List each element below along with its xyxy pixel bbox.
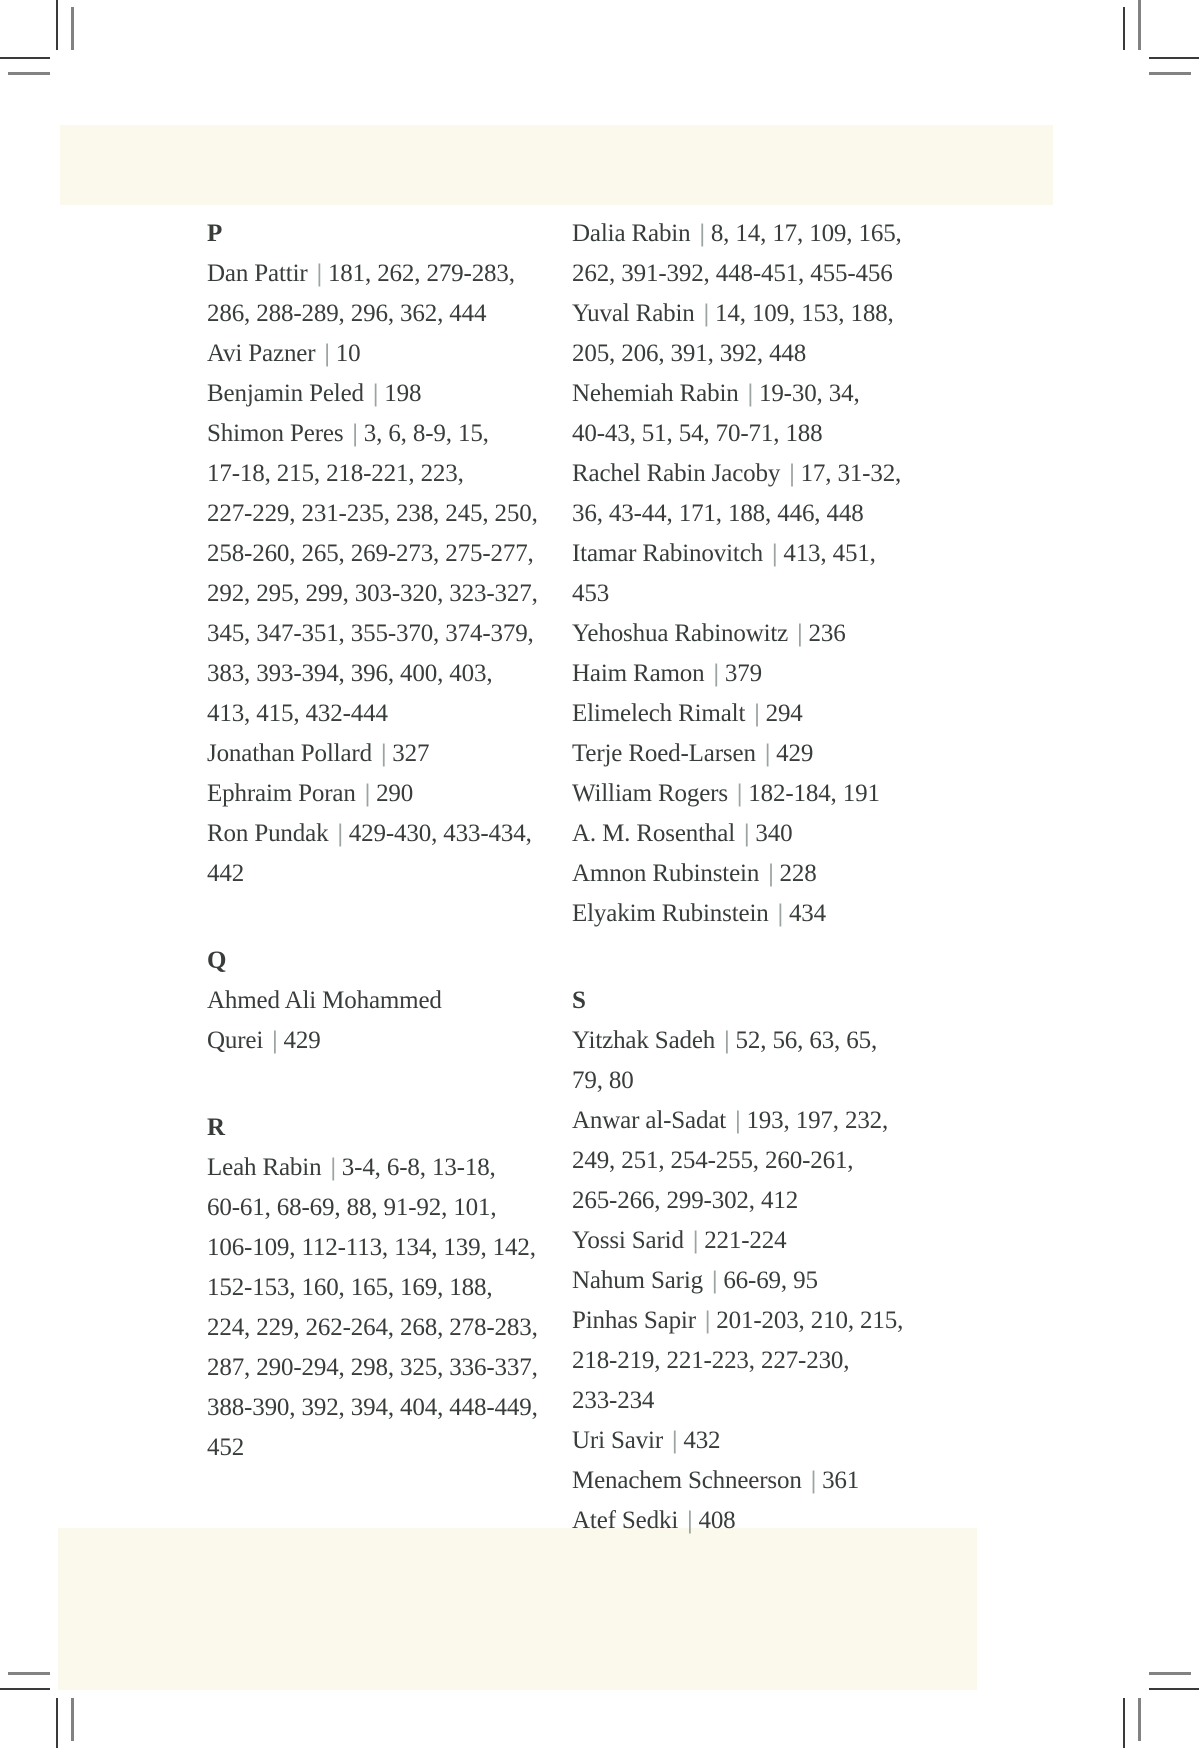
entry-name: Anwar al-Sadat bbox=[572, 1107, 727, 1134]
entry-separator: | bbox=[810, 1467, 817, 1494]
entry-name: Jonathan Pollard bbox=[207, 740, 372, 767]
crop-mark-line bbox=[1149, 72, 1191, 75]
page-ref: 43-44, bbox=[608, 500, 673, 527]
entry-separator: | bbox=[692, 1227, 699, 1254]
entry-separator: | bbox=[777, 900, 783, 927]
entry-name: Ron Pundak bbox=[207, 820, 329, 847]
page-ref: 198 bbox=[384, 380, 422, 407]
page-ref: 152-153, bbox=[207, 1274, 296, 1301]
page-ref: 278-283, bbox=[449, 1314, 538, 1341]
index-entry bbox=[572, 894, 906, 934]
index-column-left bbox=[207, 214, 541, 1468]
entry-name: Yossi Sarid bbox=[572, 1227, 684, 1254]
page-ref: 258-260, bbox=[207, 540, 296, 567]
page-ref: 8-9, bbox=[412, 420, 452, 447]
page-ref: 227-230, bbox=[761, 1347, 850, 1374]
page-ref: 221-223, bbox=[666, 1347, 755, 1374]
entry-name: Shimon Peres bbox=[207, 420, 344, 447]
page-ref: 452 bbox=[207, 1434, 245, 1461]
index-entry bbox=[207, 1148, 541, 1468]
entry-separator: | bbox=[713, 660, 719, 687]
page-ref: 254-255, bbox=[670, 1147, 759, 1174]
page-ref: 392, bbox=[301, 1394, 345, 1421]
entry-separator: | bbox=[703, 300, 710, 327]
entry-pages bbox=[207, 1154, 538, 1461]
page-ref: 393-394, bbox=[256, 660, 345, 687]
crop-mark-line bbox=[71, 1698, 74, 1741]
page-ref: 327 bbox=[392, 740, 430, 767]
page-ref: 17, bbox=[800, 460, 832, 487]
page-ref: 3, bbox=[363, 420, 383, 447]
page-ref: 6-8, bbox=[386, 1154, 426, 1181]
index-entry bbox=[572, 1221, 906, 1261]
page-ref: 265, bbox=[301, 540, 345, 567]
page-ref: 153, bbox=[801, 300, 845, 327]
page-ref: 215, bbox=[860, 1307, 904, 1334]
page-ref: 165, bbox=[350, 1274, 394, 1301]
page-ref: 95 bbox=[793, 1267, 818, 1294]
entry-separator: | bbox=[772, 540, 778, 567]
page-ref: 396, bbox=[350, 660, 394, 687]
page-ref: 70-71, bbox=[715, 420, 780, 447]
page-ref: 413, bbox=[783, 540, 827, 567]
page-ref: 193, bbox=[746, 1107, 790, 1134]
entry-pages bbox=[748, 780, 880, 807]
page-ref: 286, bbox=[207, 300, 251, 327]
scan-band-top bbox=[60, 125, 1053, 205]
page-ref: 448-451, bbox=[715, 260, 805, 287]
page-ref: 249, bbox=[572, 1147, 616, 1174]
index-entry bbox=[572, 1501, 906, 1541]
index-entry bbox=[572, 534, 906, 614]
page-ref: 245, bbox=[445, 500, 489, 527]
entry-name: Pinhas Sapir bbox=[572, 1307, 696, 1334]
entry-name: Yehoshua Rabinowitz bbox=[572, 620, 789, 647]
entry-name: Rachel Rabin Jacoby bbox=[572, 460, 781, 487]
entry-name: Avi Pazner bbox=[207, 340, 316, 367]
page-ref: 31-32, bbox=[837, 460, 902, 487]
crop-mark-line bbox=[1123, 7, 1125, 50]
entry-name: Dalia Rabin bbox=[572, 220, 691, 247]
index-column-right bbox=[572, 214, 906, 1541]
entry-separator: | bbox=[672, 1427, 678, 1454]
page-ref: 101, bbox=[453, 1194, 497, 1221]
page-ref: 160, bbox=[301, 1274, 345, 1301]
page-ref: 391, bbox=[670, 340, 714, 367]
page-ref: 17-18, bbox=[207, 460, 271, 487]
entry-pages bbox=[780, 860, 817, 887]
index-entry bbox=[207, 734, 541, 774]
entry-pages bbox=[207, 420, 538, 727]
entry-name: Ephraim Poran bbox=[207, 780, 356, 807]
page-ref: 362, bbox=[400, 300, 444, 327]
page-ref: 347-351, bbox=[256, 620, 345, 647]
entry-separator: | bbox=[797, 620, 803, 647]
entry-separator: | bbox=[699, 220, 705, 247]
page-ref: 91-92, bbox=[383, 1194, 448, 1221]
page-ref: 299, bbox=[305, 580, 349, 607]
page-ref: 139, bbox=[443, 1234, 487, 1261]
entry-pages bbox=[392, 740, 429, 767]
page-ref: 345, bbox=[207, 620, 251, 647]
page-ref: 181, bbox=[327, 260, 372, 287]
crop-mark-line bbox=[8, 72, 50, 75]
page-ref: 68-69, bbox=[276, 1194, 341, 1221]
page-ref: 294 bbox=[765, 700, 803, 727]
entry-name: Uri Savir bbox=[572, 1427, 663, 1454]
index-entry bbox=[572, 654, 906, 694]
page-ref: 260-261, bbox=[765, 1147, 854, 1174]
page-ref: 112-113, bbox=[301, 1234, 389, 1261]
crop-mark-line bbox=[56, 1698, 58, 1748]
entry-separator: | bbox=[352, 420, 358, 447]
page-ref: 3-4, bbox=[341, 1154, 381, 1181]
entry-name: Elyakim Rubinstein bbox=[572, 900, 769, 927]
page-ref: 432 bbox=[683, 1427, 721, 1454]
index-entry bbox=[572, 614, 906, 654]
page-ref: 218-221, bbox=[326, 460, 415, 487]
entry-pages bbox=[698, 1507, 735, 1534]
entry-pages bbox=[336, 340, 361, 367]
crop-mark-line bbox=[0, 1688, 50, 1690]
page-ref: 403, bbox=[449, 660, 493, 687]
section-heading-q: Q bbox=[207, 947, 227, 974]
page-ref: 299-302, bbox=[666, 1187, 755, 1214]
page-ref: 165, bbox=[858, 220, 902, 247]
entry-separator: | bbox=[330, 1154, 336, 1181]
entry-pages bbox=[723, 1267, 818, 1294]
index-entry bbox=[207, 374, 541, 414]
entry-name: Terje Roed-Larsen bbox=[572, 740, 756, 767]
index-entry bbox=[207, 981, 541, 1061]
page-ref: 10 bbox=[335, 340, 361, 367]
page-ref: 455-456 bbox=[810, 260, 893, 287]
entry-name: A. M. Rosenthal bbox=[572, 820, 736, 847]
index-entry bbox=[207, 254, 541, 334]
index-entry bbox=[572, 774, 906, 814]
page-ref: 221-224 bbox=[704, 1227, 787, 1254]
page-ref: 374-379, bbox=[445, 620, 534, 647]
entry-separator: | bbox=[711, 1267, 718, 1294]
page-ref: 109, bbox=[809, 220, 853, 247]
page-ref: 206, bbox=[621, 340, 665, 367]
crop-mark-line bbox=[1123, 1698, 1125, 1748]
page-ref: 340 bbox=[755, 820, 793, 847]
page-ref: 232, bbox=[844, 1107, 889, 1134]
page-ref: 251, bbox=[621, 1147, 665, 1174]
entry-separator: | bbox=[789, 460, 795, 487]
index-entry bbox=[572, 1101, 906, 1221]
page-ref: 262, bbox=[377, 260, 421, 287]
page-ref: 391-392, bbox=[621, 260, 710, 287]
page-ref: 287, bbox=[207, 1354, 251, 1381]
page-ref: 295, bbox=[256, 580, 300, 607]
entry-pages bbox=[776, 740, 813, 767]
crop-mark-line bbox=[71, 7, 74, 50]
page-ref: 408 bbox=[698, 1507, 736, 1534]
page-ref: 171, bbox=[678, 500, 722, 527]
page-ref: 210, bbox=[810, 1307, 854, 1334]
page-ref: 51, bbox=[641, 420, 673, 447]
page-ref: 224, bbox=[207, 1314, 251, 1341]
page-ref: 14, bbox=[715, 300, 746, 327]
page-ref: 188, bbox=[449, 1274, 493, 1301]
index-entry bbox=[572, 1461, 906, 1501]
entry-pages bbox=[755, 820, 792, 847]
page-ref: 290 bbox=[376, 780, 414, 807]
entry-separator: | bbox=[768, 860, 774, 887]
page-ref: 238, bbox=[396, 500, 440, 527]
page-ref: 392, bbox=[719, 340, 763, 367]
crop-mark-line bbox=[1149, 57, 1199, 59]
page-ref: 228 bbox=[779, 860, 817, 887]
page-ref: 205, bbox=[572, 340, 616, 367]
page-ref: 453 bbox=[572, 580, 610, 607]
index-entry bbox=[572, 1301, 906, 1421]
page-ref: 394, bbox=[350, 1394, 394, 1421]
page-ref: 223, bbox=[420, 460, 464, 487]
section-heading-s: S bbox=[572, 987, 586, 1014]
page-ref: 15, bbox=[457, 420, 489, 447]
page-ref: 429 bbox=[776, 740, 814, 767]
page-ref: 383, bbox=[207, 660, 251, 687]
page-ref: 60-61, bbox=[207, 1194, 271, 1221]
entry-pages bbox=[683, 1427, 720, 1454]
index-entry bbox=[572, 374, 906, 454]
entry-separator: | bbox=[324, 340, 330, 367]
entry-separator: | bbox=[380, 740, 387, 767]
page-ref: 442 bbox=[207, 860, 245, 887]
page-ref: 265-266, bbox=[572, 1187, 661, 1214]
page-ref: 296, bbox=[350, 300, 394, 327]
page-ref: 236 bbox=[808, 620, 846, 647]
page-ref: 14, bbox=[735, 220, 767, 247]
crop-mark-line bbox=[1138, 1698, 1141, 1741]
page-ref: 52, bbox=[735, 1027, 767, 1054]
section-heading-p: P bbox=[207, 220, 223, 247]
page-ref: 36, bbox=[572, 500, 603, 527]
page-ref: 142, bbox=[492, 1234, 536, 1261]
entry-separator: | bbox=[744, 820, 750, 847]
entry-name: Dan Pattir bbox=[207, 260, 308, 287]
index-entry bbox=[572, 734, 906, 774]
page-ref: 134, bbox=[394, 1234, 438, 1261]
page-ref: 400, bbox=[400, 660, 444, 687]
entry-pages bbox=[822, 1467, 859, 1494]
entry-name: William Rogers bbox=[572, 780, 728, 807]
crop-mark-line bbox=[56, 0, 58, 50]
entry-separator: | bbox=[272, 1027, 278, 1054]
entry-name: Benjamin Peled bbox=[207, 380, 364, 407]
entry-pages bbox=[725, 660, 762, 687]
index-entry bbox=[572, 1261, 906, 1301]
entry-pages bbox=[704, 1227, 786, 1254]
entry-separator: | bbox=[372, 380, 379, 407]
page-ref: 19-30, bbox=[758, 380, 823, 407]
index-entry bbox=[572, 214, 906, 294]
page-ref: 109, bbox=[751, 300, 796, 327]
page-ref: 361 bbox=[822, 1467, 860, 1494]
entry-pages bbox=[766, 700, 803, 727]
page-ref: 191 bbox=[842, 780, 880, 807]
page-ref: 279-283, bbox=[426, 260, 515, 287]
index-entry bbox=[572, 1421, 906, 1461]
entry-name: Nehemiah Rabin bbox=[572, 380, 739, 407]
page-ref: 448 bbox=[826, 500, 864, 527]
page-ref: 404, bbox=[400, 1394, 444, 1421]
entry-separator: | bbox=[316, 260, 322, 287]
page-ref: 229, bbox=[256, 1314, 300, 1341]
page-ref: 262, bbox=[572, 260, 616, 287]
entry-pages bbox=[789, 900, 826, 927]
page-ref: 292, bbox=[207, 580, 251, 607]
entry-separator: | bbox=[754, 700, 760, 727]
page-ref: 56, bbox=[772, 1027, 804, 1054]
page-ref: 451, bbox=[832, 540, 876, 567]
entry-name: Atef Sedki bbox=[572, 1507, 679, 1534]
page-ref: 250, bbox=[494, 500, 538, 527]
page-ref: 13-18, bbox=[431, 1154, 496, 1181]
entry-name: Menachem Schneerson bbox=[572, 1467, 802, 1494]
entry-pages bbox=[376, 780, 413, 807]
page-ref: 88, bbox=[346, 1194, 378, 1221]
entry-name: Yitzhak Sadeh bbox=[572, 1027, 716, 1054]
page-ref: 290-294, bbox=[256, 1354, 345, 1381]
entry-separator: | bbox=[747, 380, 753, 407]
entry-name: Amnon Rubinstein bbox=[572, 860, 760, 887]
crop-mark-line bbox=[1149, 1688, 1199, 1690]
page-ref: 66-69, bbox=[723, 1267, 788, 1294]
entry-separator: | bbox=[364, 780, 371, 807]
entry-pages bbox=[809, 620, 846, 647]
page-ref: 448 bbox=[769, 340, 807, 367]
page-ref: 215, bbox=[276, 460, 320, 487]
page-ref: 63, bbox=[809, 1027, 841, 1054]
page-ref: 65, bbox=[846, 1027, 878, 1054]
page-ref: 303-320, bbox=[354, 580, 444, 607]
index-entry bbox=[207, 774, 541, 814]
page-ref: 434 bbox=[788, 900, 827, 927]
entry-name: Haim Ramon bbox=[572, 660, 705, 687]
section-heading-r: R bbox=[207, 1114, 225, 1141]
entry-separator: | bbox=[764, 740, 771, 767]
entry-separator: | bbox=[704, 1307, 711, 1334]
scan-band-bottom bbox=[58, 1528, 977, 1690]
page-ref: 231-235, bbox=[301, 500, 390, 527]
page-ref: 80 bbox=[608, 1067, 634, 1094]
entry-separator: | bbox=[735, 1107, 741, 1134]
index-entry bbox=[207, 334, 541, 374]
entry-name: Nahum Sarig bbox=[572, 1267, 703, 1294]
page-ref: 388-390, bbox=[207, 1394, 296, 1421]
entry-pages bbox=[384, 380, 421, 407]
page-ref: 201-203, bbox=[716, 1307, 805, 1334]
page-ref: 6, bbox=[388, 420, 407, 447]
page-ref: 444 bbox=[449, 300, 487, 327]
page-ref: 446, bbox=[777, 500, 821, 527]
page-ref: 336-337, bbox=[449, 1354, 538, 1381]
page-ref: 275-277, bbox=[445, 540, 534, 567]
page-ref: 79, bbox=[572, 1067, 603, 1094]
page-ref: 188, bbox=[850, 300, 894, 327]
crop-mark-line bbox=[1149, 1672, 1191, 1675]
page-ref: 34, bbox=[828, 380, 860, 407]
entry-separator: | bbox=[687, 1507, 693, 1534]
crop-mark-line bbox=[1138, 0, 1141, 50]
page-ref: 106-109, bbox=[207, 1234, 296, 1261]
page-ref: 323-327, bbox=[449, 580, 538, 607]
page-ref: 218-219, bbox=[572, 1347, 661, 1374]
index-entry bbox=[572, 294, 906, 374]
page-ref: 188 bbox=[785, 420, 823, 447]
index-entry bbox=[572, 1021, 906, 1101]
index-entry bbox=[572, 454, 906, 534]
page-ref: 268, bbox=[400, 1314, 444, 1341]
page-ref: 379 bbox=[724, 660, 762, 687]
entry-pages bbox=[284, 1027, 321, 1054]
page-ref: 412 bbox=[761, 1187, 799, 1214]
entry-name: Itamar Rabinovitch bbox=[572, 540, 763, 567]
entry-separator: | bbox=[337, 820, 343, 847]
crop-mark-line bbox=[8, 1672, 50, 1675]
page-ref: 8, bbox=[710, 220, 730, 247]
entry-name: Elimelech Rimalt bbox=[572, 700, 746, 727]
page-ref: 227-229, bbox=[207, 500, 296, 527]
entry-name: Leah Rabin bbox=[207, 1154, 322, 1181]
page-ref: 288-289, bbox=[256, 300, 345, 327]
page-ref: 197, bbox=[795, 1107, 839, 1134]
index-entry bbox=[207, 414, 541, 734]
page-ref: 415, bbox=[256, 700, 300, 727]
page-ref: 54, bbox=[678, 420, 710, 447]
index-entry bbox=[207, 814, 541, 894]
index-entry bbox=[572, 814, 906, 854]
page-ref: 40-43, bbox=[572, 420, 636, 447]
entry-separator: | bbox=[736, 780, 743, 807]
page-ref: 433-434, bbox=[443, 820, 532, 847]
page-ref: 429-430, bbox=[348, 820, 438, 847]
entry-separator: | bbox=[724, 1027, 730, 1054]
entry-name: Ahmed Ali Mohammed Qurei bbox=[207, 987, 442, 1054]
page-ref: 182-184, bbox=[748, 780, 837, 807]
page-ref: 448-449, bbox=[449, 1394, 538, 1421]
page-ref: 429 bbox=[283, 1027, 321, 1054]
page-ref: 262-264, bbox=[305, 1314, 394, 1341]
page-ref: 355-370, bbox=[350, 620, 440, 647]
page-ref: 298, bbox=[350, 1354, 394, 1381]
page-ref: 269-273, bbox=[350, 540, 440, 567]
page-ref: 169, bbox=[400, 1274, 444, 1301]
page-ref: 233-234 bbox=[572, 1387, 655, 1414]
page-ref: 188, bbox=[727, 500, 772, 527]
index-entry bbox=[572, 854, 906, 894]
page-ref: 413, bbox=[207, 700, 251, 727]
page-ref: 17, bbox=[772, 220, 804, 247]
crop-mark-line bbox=[0, 57, 50, 59]
index-entry bbox=[572, 694, 906, 734]
entry-name: Yuval Rabin bbox=[572, 300, 695, 327]
page-ref: 325, bbox=[400, 1354, 444, 1381]
page-ref: 432-444 bbox=[305, 700, 388, 727]
